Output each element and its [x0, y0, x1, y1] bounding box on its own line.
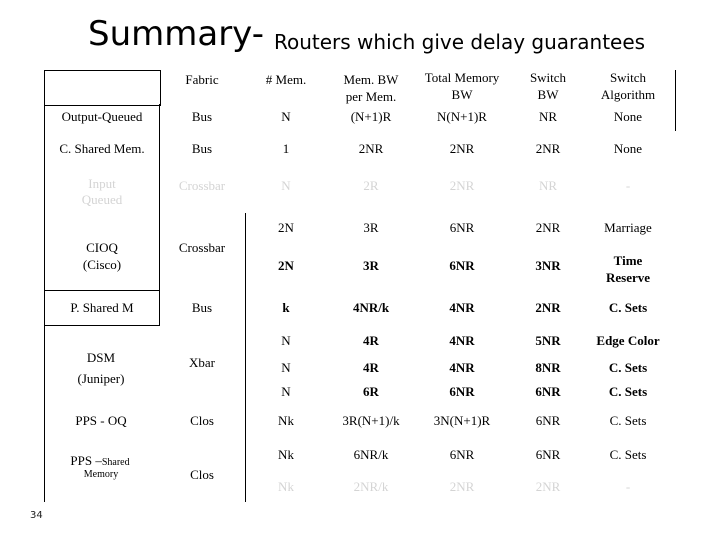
row-dsm-1-algorithm: Edge Color: [596, 333, 660, 348]
row-psm-mem: k: [282, 300, 290, 315]
col-header-total-mem-1: Total Memory: [424, 70, 500, 85]
col-header-switch-bw-2: BW: [537, 87, 559, 102]
row-psm-algorithm: C. Sets: [608, 300, 648, 315]
row-iq-total: 2NR: [449, 178, 475, 193]
row-cioq-2-switch-bw: 3NR: [535, 258, 561, 273]
row-dsm-2-mem: N: [281, 360, 291, 375]
col-header-mem-bw-1: Mem. BW: [343, 72, 399, 87]
col-header-mem: # Mem.: [265, 72, 307, 87]
row-csm-switch-bw: 2NR: [535, 141, 561, 156]
row-dsm-3-algorithm: C. Sets: [608, 384, 648, 399]
row-cioq-1-mem: 2N: [278, 220, 294, 235]
row-ppsoq-switch-bw: 6NR: [535, 413, 561, 428]
row-csm-fabric: Bus: [191, 141, 213, 156]
row-dsm-1-mem-bw: 4R: [363, 333, 379, 348]
row-ppss-name-2: Shared: [101, 457, 130, 468]
row-iq-mem-bw: 2R: [363, 178, 379, 193]
row-cioq-1-total: 6NR: [449, 220, 475, 235]
row-csm-mem-bw: 2NR: [358, 141, 384, 156]
row-csm-mem: 1: [282, 141, 290, 156]
row-iq-switch-bw: NR: [538, 178, 558, 193]
row-csm-algorithm: None: [613, 141, 643, 156]
row-ppss-1-switch-bw: 6NR: [535, 447, 561, 462]
row-cioq-2-mem-bw: 3R: [363, 258, 379, 273]
row-dsm-1-total: 4NR: [449, 333, 475, 348]
row-cioq-1-algorithm: Marriage: [604, 220, 652, 235]
row-dsm-2-mem-bw: 4R: [363, 360, 379, 375]
row-cioq-1-mem-bw: 3R: [363, 220, 379, 235]
header-corner-cell: [44, 70, 161, 106]
row-ppss-name: [70, 453, 129, 470]
row-ppsoq-algorithm: C. Sets: [609, 413, 647, 428]
row-dsm-3-total: 6NR: [449, 384, 475, 399]
col-header-fabric: Fabric: [185, 72, 219, 87]
row-ppsoq-fabric: Clos: [190, 413, 214, 428]
row-divider-psm-bottom: [44, 325, 160, 326]
row-ppss-1-total: 6NR: [449, 447, 475, 462]
column-divider-fabric: [245, 213, 246, 502]
row-divider-psm-top: [44, 290, 160, 291]
row-oq-switch-bw: NR: [538, 109, 558, 124]
row-psm-name: P. Shared M: [70, 300, 134, 315]
row-ppss-name-3: Memory: [83, 469, 119, 480]
row-dsm-2-total: 4NR: [449, 360, 475, 375]
slide-title: Summary-: [88, 14, 264, 54]
slide-subtitle: Routers which give delay guarantees: [274, 30, 646, 54]
row-iq-mem: N: [281, 178, 291, 193]
row-ppsoq-mem: Nk: [278, 413, 294, 428]
row-ppsoq-mem-bw: 3R(N+1)/k: [342, 413, 400, 428]
row-dsm-3-mem-bw: 6R: [363, 384, 379, 399]
row-ppss-2-total: 2NR: [449, 479, 475, 494]
row-ppss-fabric: Clos: [190, 467, 214, 482]
table-left-border: [44, 70, 45, 502]
row-oq-mem: N: [281, 109, 291, 124]
row-ppss-2-switch-bw: 2NR: [535, 479, 561, 494]
row-cioq-fabric: Crossbar: [178, 240, 226, 255]
row-ppss-2-mem-bw: 2NR/k: [353, 479, 389, 494]
row-dsm-2-switch-bw: 8NR: [535, 360, 561, 375]
col-header-switch-bw-1: Switch: [529, 70, 567, 85]
row-ppsoq-name: PPS - OQ: [75, 413, 127, 428]
row-csm-total: 2NR: [449, 141, 475, 156]
row-dsm-3-switch-bw: 6NR: [535, 384, 561, 399]
col-header-total-mem-2: BW: [451, 87, 473, 102]
row-ppss-1-algorithm: C. Sets: [609, 447, 647, 462]
row-psm-mem-bw: 4NR/k: [352, 300, 390, 315]
row-ppss-name-1: PPS –: [70, 453, 102, 468]
row-cioq-2-algorithm-1: Time: [613, 253, 643, 268]
col-header-switch-alg-2: Algorithm: [600, 87, 656, 102]
row-dsm-1-switch-bw: 5NR: [535, 333, 561, 348]
row-oq-name: Output-Queued: [61, 109, 143, 124]
row-ppss-2-mem: Nk: [278, 479, 294, 494]
row-iq-name-1: Input: [88, 176, 116, 191]
column-divider-name: [159, 104, 160, 326]
row-oq-mem-bw: (N+1)R: [350, 109, 392, 124]
col-header-mem-bw-2: per Mem.: [345, 89, 397, 104]
row-cioq-2-mem: 2N: [278, 258, 294, 273]
table-right-border: [675, 70, 676, 131]
row-oq-fabric: Bus: [191, 109, 213, 124]
row-cioq-name-2: (Cisco): [82, 257, 122, 272]
row-cioq-name-1: CIOQ: [86, 240, 118, 255]
row-ppsoq-total: 3N(N+1)R: [433, 413, 491, 428]
row-csm-name: C. Shared Mem.: [59, 141, 145, 156]
row-dsm-name-1: DSM: [86, 350, 116, 365]
row-cioq-1-switch-bw: 2NR: [535, 220, 561, 235]
row-ppss-1-mem: Nk: [278, 447, 294, 462]
row-dsm-fabric: Xbar: [189, 355, 215, 370]
row-ppss-1-mem-bw: 6NR/k: [353, 447, 389, 462]
row-psm-total: 4NR: [449, 300, 475, 315]
row-psm-fabric: Bus: [191, 300, 213, 315]
row-psm-switch-bw: 2NR: [535, 300, 561, 315]
col-header-switch-alg-1: Switch: [609, 70, 647, 85]
page-number: 34: [30, 510, 43, 521]
row-iq-name-2: Queued: [81, 192, 123, 207]
row-ppss-2-algorithm: -: [625, 479, 631, 494]
row-dsm-name-2: (Juniper): [77, 371, 125, 386]
row-oq-algorithm: None: [613, 109, 643, 124]
row-cioq-2-total: 6NR: [449, 258, 475, 273]
row-dsm-3-mem: N: [281, 384, 291, 399]
row-oq-total: N(N+1)R: [437, 109, 487, 124]
row-dsm-1-mem: N: [281, 333, 291, 348]
row-cioq-2-algorithm-2: Reserve: [605, 270, 651, 285]
row-iq-algorithm: -: [625, 178, 631, 193]
row-dsm-2-algorithm: C. Sets: [608, 360, 648, 375]
row-iq-fabric: Crossbar: [178, 178, 226, 193]
